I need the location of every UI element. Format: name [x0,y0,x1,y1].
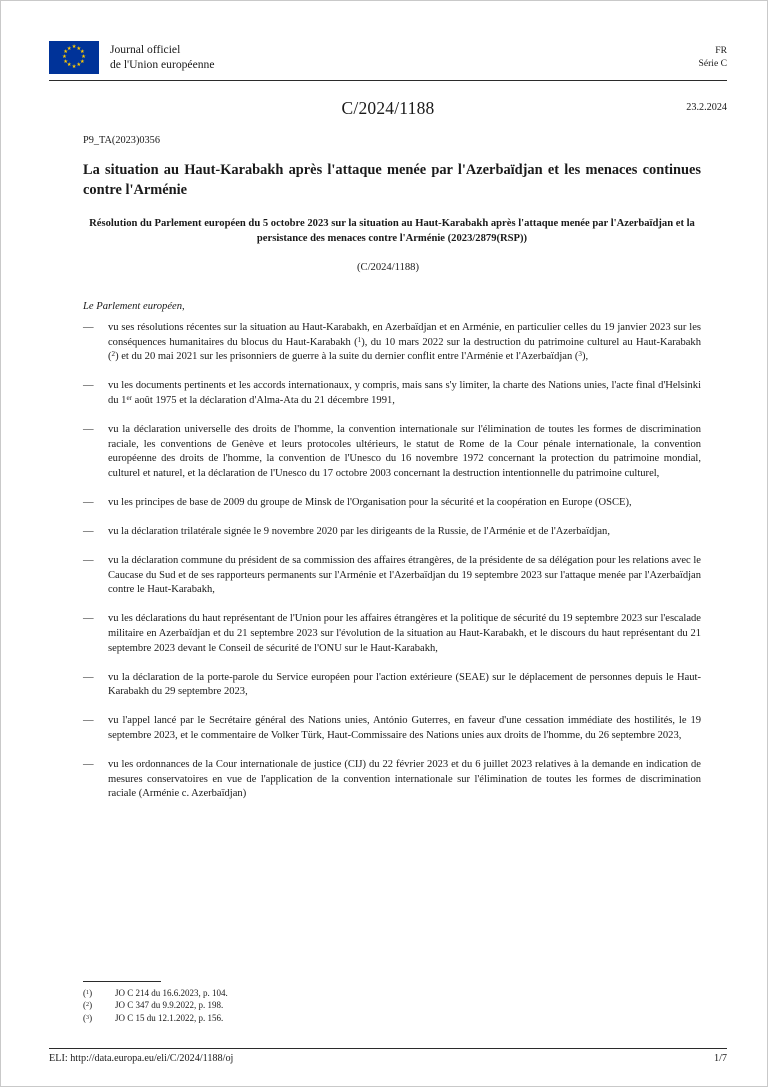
footnote-text: JO C 347 du 9.9.2022, p. 198. [115,1000,224,1011]
publication-date: 23.2.2024 [686,102,727,113]
eu-flag-icon [49,41,99,74]
footnote-item [83,999,701,1011]
citation-text: vu ses résolutions récentes sur la situation au Haut-Karabakh, en Azerbaïdjan et en Arménie, en particulier celles du 19 janvier 2023 sur les conséquences humanitaires du blocus du Haut-Karabakh ($^1$), du 10 mars 2022 sur la destruction du patrimoine culturel au Haut-Karabakh ($^2$) et du 20 mai 2021 sur les prisonniers de guerre à la suite du dernier conflit entre l'Arménie et l'Azerbaïdjan ($^3$), [108,322,701,363]
footnote-ref[interactable]: 1 [357,335,362,344]
eu-star-icon: ★ [71,63,77,70]
masthead [49,41,727,79]
citation-text: vu les principes de base de 2009 du groupe de Minsk de l'Organisation pour la sécurité et la coopération en Europe (OSCE), [108,496,632,508]
footnote-ref[interactable]: 3 [578,350,582,359]
citation-text: vu les déclarations du haut représentant de l'Union pour les affaires étrangères et la politique de sécurité du 19 septembre 2023 sur l'escalade militaire en Azerbaïdjan et du 21 septembre 2023 sur l'évolution de la situation au Haut-Karabakh, et le discours du haut représentant du 21 septembre 2023 devant le Conseil de sécurité de l'ONU sur le Haut-Karabakh, [108,613,701,654]
citation-item [83,554,701,598]
citation-item [83,714,701,743]
citation-item [83,423,701,481]
footnote-item [83,1012,701,1024]
journal-brand [49,41,214,74]
resolution-subtitle: Résolution du Parlement européen du 5 octobre 2023 sur la situation au Haut-Karabakh après l'attaque menée par l'Azerbaïdjan et la persistance des menaces contre l'Arménie (2023/2879(RSP)) [89,218,695,244]
eu-star-icon: ★ [81,54,87,60]
document-number: C/2024/1188 [341,98,435,118]
page-footer [49,1048,727,1064]
citation-item [83,496,701,511]
citation-dash: — [83,613,94,625]
citation-item [83,321,701,365]
eu-star-icon: ★ [76,45,82,52]
footnote-ref[interactable]: 2 [111,350,116,359]
eli-link[interactable]: ELI: http://data.europa.eu/eli/C/2024/1188/oj [49,1053,234,1064]
footnote-block [83,981,701,1024]
footer-row [49,1053,727,1064]
lead-paragraph: Le Parlement européen, [83,301,185,312]
citation-dash: — [83,525,94,537]
citation-item [83,525,701,540]
footer-rule [49,1048,727,1049]
citation-dash: — [83,423,94,435]
citation-dash: — [83,715,94,727]
eu-star-icon: ★ [76,62,82,69]
citation-text: vu l'appel lancé par le Secrétaire général des Nations unies, António Guterres, en faveur d'une cessation immédiate des hostilités, le 19 septembre 2023, et le commentaire de Volker Türk, Haut-Commissaire des Nations unies aux droits de l'homme, du 26 septembre 2023, [108,715,701,741]
citation-text: vu les ordonnances de la Cour internationale de justice (CIJ) du 22 février 2023 et du 6 juillet 2023 relatives à la demande en indication de mesures conservatoires en vue de l'application de la convention internationale sur l'élimination de toutes les formes de discrimination raciale (Arménie c. Azerbaïdjan) [108,758,701,800]
citation-dash: — [83,671,94,683]
masthead-line-2: de l'Union européenne [110,57,215,71]
masthead-title [110,43,214,72]
citation-text: vu la déclaration universelle des droits de l'homme, la convention internationale sur l'élimination de toutes les formes de discrimination raciale, les conventions de Genève et leurs protocoles ultérieurs, le statut de Rome de la Cour pénale internationale, la convention européenne des droits de l'homme, la convention de l'Unesco du 16 novembre 1972 concernant la protection du patrimoine mondial, culturel et naturel, et la déclaration de l'Unesco du 17 octobre 2003 concernant la destruction intentionnelle du patrimoine culturel, [108,423,701,479]
series-label: Série C [698,58,727,69]
citation-item [83,612,701,656]
footnote-ref[interactable]: er [126,393,133,402]
footnote-separator [83,981,161,982]
subtitle-document-number: (C/2024/1188) [357,262,419,273]
masthead-line-1: Journal officiel [110,43,181,56]
citation-text: vu la déclaration trilatérale signée le 9 novembre 2020 par les dirigeants de la Russie, de l'Arménie et de l'Azerbaïdjan, [108,525,610,537]
locale-block [698,41,727,70]
header-rule [49,80,727,81]
footnote-list [83,987,701,1024]
document-identifier-line [49,98,727,122]
eu-star-icon: ★ [79,49,85,56]
citation-dash: — [83,555,94,567]
footnote-marker: ($^3$) [83,1012,93,1023]
eu-star-icon: ★ [63,58,69,65]
ta-reference: P9_TA(2023)0356 [83,135,160,146]
citation-dash: — [83,322,94,333]
citation-item [83,758,701,802]
page-title: La situation au Haut-Karabakh après l'attaque menée par l'Azerbaïdjan et les menaces continues contre l'Arménie [83,162,701,198]
footnote-marker: ($^1$) [83,987,93,998]
eu-star-icon: ★ [63,49,69,56]
citation-text: vu la déclaration de la porte-parole du Service européen pour l'action extérieure (SEAE) sur le déplacement de personnes depuis le Haut-Karabakh du 29 septembre 2023, [108,671,701,698]
citation-dash: — [83,496,94,508]
footnote-text: JO C 214 du 16.6.2023, p. 104. [115,987,228,998]
citation-item [83,671,701,700]
eu-star-icon: ★ [61,54,67,60]
citation-list [83,321,701,802]
page-sheet [49,41,727,1064]
citation-dash: — [83,758,94,770]
citation-item [83,379,701,408]
citation-text: vu la déclaration commune du président de sa commission des affaires étrangères, de la présidente de sa délégation pour les relations avec le Caucase du Sud et de ses rapporteurs permanents sur l'Arménie et l'Azerbaïdjan du 19 septembre 2023 sur l'attaque menée par l'Azerbaïdjan contre le Haut-Karabakh, [108,555,701,596]
citation-text: vu les documents pertinents et les accords internationaux, y compris, mais sans s'y limiter, la charte des Nations unies, l'acte final d'Helsinki du 1er août 1975 et la déclaration d'Alma-Ata du 21 décembre 1991, [108,380,701,406]
page-number: 1/7 [713,1053,727,1064]
eu-star-icon: ★ [71,44,77,51]
language-code: FR [715,45,727,56]
eu-star-icon: ★ [66,45,72,52]
citation-dash: — [83,380,94,392]
footnote-marker: ($^2$) [83,1000,93,1011]
footnote-item [83,987,701,999]
footnote-text: JO C 15 du 12.1.2022, p. 156. [115,1012,224,1023]
eu-star-icon: ★ [79,58,85,65]
eu-star-icon: ★ [66,62,72,69]
